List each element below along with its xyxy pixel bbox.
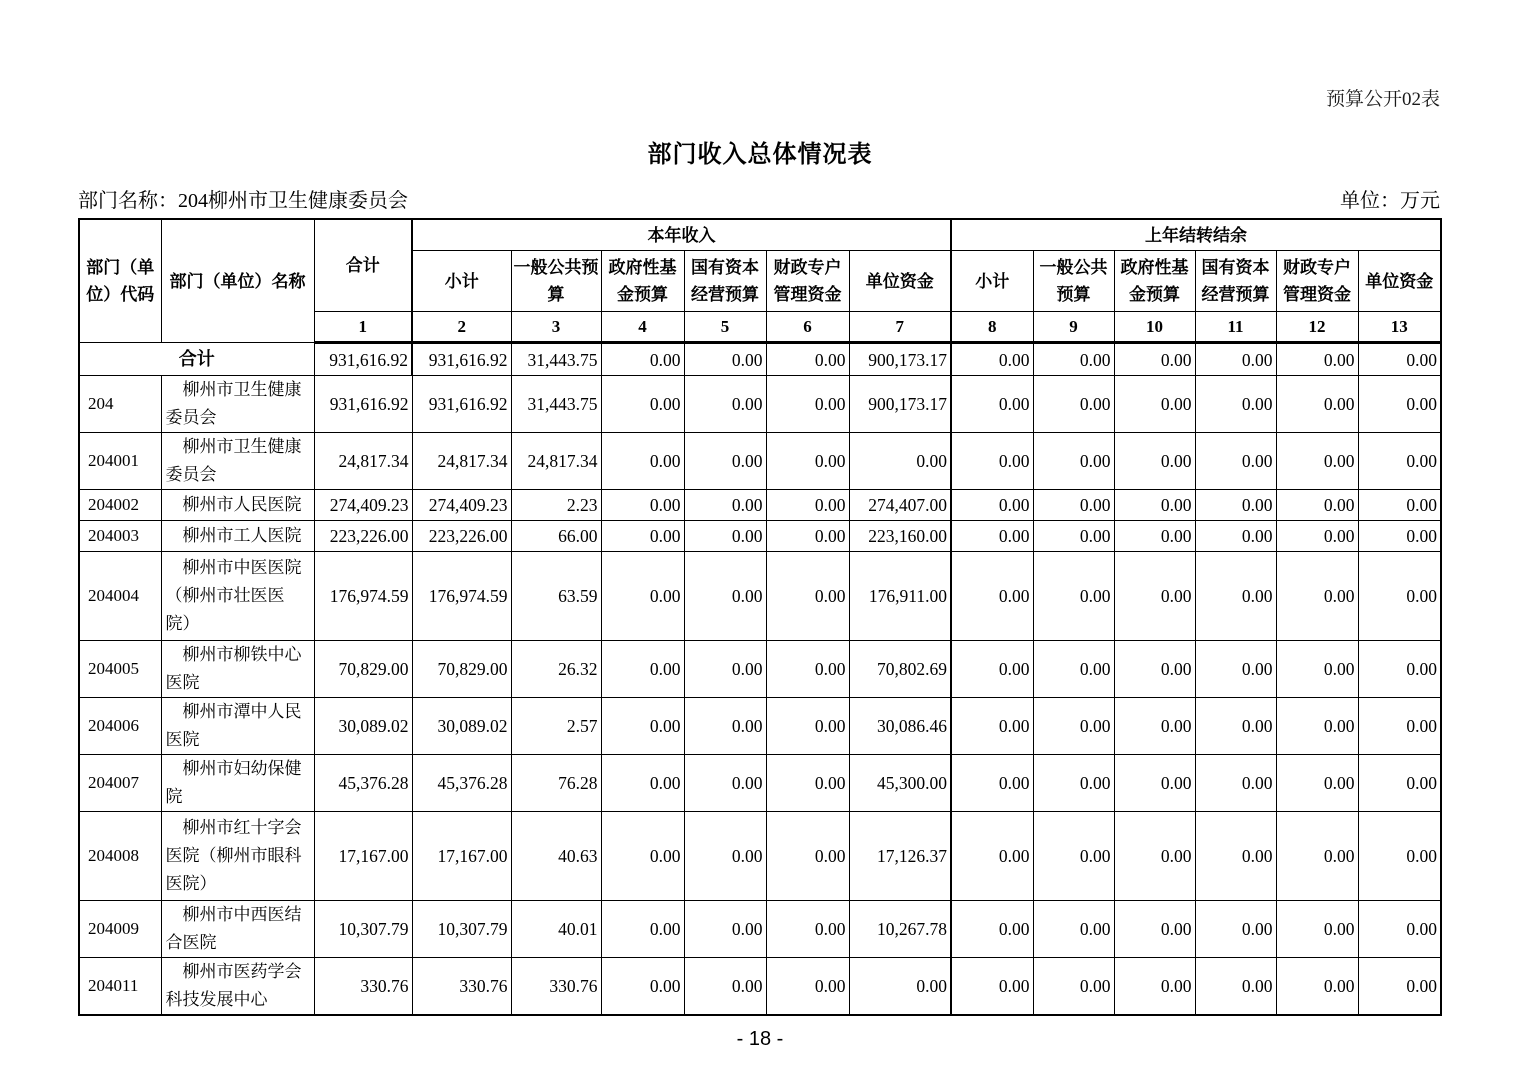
cell-value: 31,443.75: [511, 376, 601, 433]
cell-value: 0.00: [1195, 490, 1276, 521]
cell-value: 0.00: [1033, 698, 1114, 755]
cell-code: 204008: [79, 812, 161, 901]
cell-value: 0.00: [684, 958, 766, 1016]
cell-value: 40.01: [511, 901, 601, 958]
cell-value: 0.00: [951, 490, 1033, 521]
cell-value: 0.00: [849, 958, 951, 1016]
header-sub-state-capital: 国有资本经营预算: [684, 251, 766, 312]
cell-value: 0.00: [684, 755, 766, 812]
cell-value: 0.00: [1276, 343, 1358, 376]
table-row: [79, 812, 1441, 901]
cell-value: 76.28: [511, 755, 601, 812]
cell-value: 17,126.37: [849, 812, 951, 901]
cell-code: 204003: [79, 521, 161, 552]
cell-value: 0.00: [1276, 490, 1358, 521]
cell-value: 70,829.00: [314, 641, 412, 698]
cell-value: 0.00: [1114, 490, 1195, 521]
cell-name: 柳州市妇幼保健院: [161, 755, 314, 812]
cell-value: 0.00: [951, 433, 1033, 490]
cell-value: 0.00: [1114, 755, 1195, 812]
cell-value: 0.00: [766, 641, 849, 698]
header-sub-general-budget: 一般公共预算: [1033, 251, 1114, 312]
cell-value: 0.00: [766, 521, 849, 552]
cell-value: 900,173.17: [849, 376, 951, 433]
col-number: 1: [314, 312, 412, 343]
table-body: [79, 343, 1441, 1016]
cell-value: 0.00: [1195, 521, 1276, 552]
cell-value: 10,307.79: [314, 901, 412, 958]
cell-value: 0.00: [1114, 812, 1195, 901]
cell-value: 900,173.17: [849, 343, 951, 376]
cell-code: 204006: [79, 698, 161, 755]
cell-value: 0.00: [1276, 433, 1358, 490]
cell-value: 45,300.00: [849, 755, 951, 812]
cell-value: 24,817.34: [314, 433, 412, 490]
cell-value: 0.00: [1195, 958, 1276, 1016]
col-number: 8: [951, 312, 1033, 343]
cell-value: 0.00: [766, 433, 849, 490]
cell-value: 63.59: [511, 552, 601, 641]
cell-value: 330.76: [314, 958, 412, 1016]
table-row: [79, 641, 1441, 698]
col-number: 6: [766, 312, 849, 343]
header-sub-fiscal-account: 财政专户管理资金: [1276, 251, 1358, 312]
cell-value: 0.00: [1033, 901, 1114, 958]
cell-value: 30,089.02: [314, 698, 412, 755]
cell-value: 31,443.75: [511, 343, 601, 376]
cell-value: 0.00: [1276, 552, 1358, 641]
header-sub-unit-funds: 单位资金: [849, 251, 951, 312]
cell-value: 0.00: [1033, 433, 1114, 490]
col-number: 4: [601, 312, 684, 343]
cell-value: 0.00: [849, 433, 951, 490]
cell-value: 0.00: [766, 376, 849, 433]
header-sub-state-capital: 国有资本经营预算: [1195, 251, 1276, 312]
cell-value: 931,616.92: [412, 376, 511, 433]
cell-value: 0.00: [766, 698, 849, 755]
cell-value: 0.00: [766, 552, 849, 641]
cell-value: 274,407.00: [849, 490, 951, 521]
cell-value: 0.00: [601, 376, 684, 433]
cell-value: 0.00: [766, 490, 849, 521]
cell-value: 2.57: [511, 698, 601, 755]
cell-value: 0.00: [601, 698, 684, 755]
cell-value: 40.63: [511, 812, 601, 901]
cell-value: 0.00: [1276, 641, 1358, 698]
cell-value: 0.00: [601, 812, 684, 901]
cell-value: 0.00: [684, 433, 766, 490]
cell-value: 0.00: [601, 343, 684, 376]
cell-value: 223,226.00: [412, 521, 511, 552]
cell-name: 柳州市卫生健康委员会: [161, 376, 314, 433]
cell-value: 223,226.00: [314, 521, 412, 552]
cell-value: 0.00: [951, 698, 1033, 755]
table-row: [79, 376, 1441, 433]
cell-value: 0.00: [1358, 490, 1441, 521]
cell-code: 204011: [79, 958, 161, 1016]
cell-name: 柳州市中医医院（柳州市壮医医院）: [161, 552, 314, 641]
cell-value: 0.00: [1033, 376, 1114, 433]
cell-value: 0.00: [766, 901, 849, 958]
cell-value: 0.00: [951, 755, 1033, 812]
cell-value: 0.00: [1033, 755, 1114, 812]
cell-value: 0.00: [601, 641, 684, 698]
cell-value: 24,817.34: [511, 433, 601, 490]
cell-value: 931,616.92: [314, 376, 412, 433]
cell-value: 0.00: [1033, 958, 1114, 1016]
header-sub-fiscal-account: 财政专户管理资金: [766, 251, 849, 312]
cell-name: 柳州市潭中人民医院: [161, 698, 314, 755]
cell-value: 0.00: [1276, 521, 1358, 552]
col-number: 3: [511, 312, 601, 343]
cell-value: 0.00: [766, 755, 849, 812]
col-number: 9: [1033, 312, 1114, 343]
header-sub-subtotal: 小计: [412, 251, 511, 312]
cell-value: 274,409.23: [314, 490, 412, 521]
cell-name: 柳州市卫生健康委员会: [161, 433, 314, 490]
cell-value: 17,167.00: [412, 812, 511, 901]
cell-name: 柳州市人民医院: [161, 490, 314, 521]
cell-value: 0.00: [1358, 958, 1441, 1016]
table-row: [79, 521, 1441, 552]
cell-value: 0.00: [1276, 812, 1358, 901]
header-code: 部门（单位）代码: [79, 219, 161, 343]
cell-value: 0.00: [1195, 552, 1276, 641]
cell-value: 0.00: [601, 958, 684, 1016]
table-row: [79, 552, 1441, 641]
cell-value: 0.00: [1033, 552, 1114, 641]
cell-value: 0.00: [951, 641, 1033, 698]
cell-value: 0.00: [1195, 376, 1276, 433]
table-row: [79, 698, 1441, 755]
header-sub-unit-funds: 单位资金: [1358, 251, 1441, 312]
cell-value: 0.00: [1358, 376, 1441, 433]
cell-value: 0.00: [684, 343, 766, 376]
cell-value: 176,974.59: [412, 552, 511, 641]
cell-value: 0.00: [1114, 901, 1195, 958]
cell-code: 204005: [79, 641, 161, 698]
cell-code: 204004: [79, 552, 161, 641]
cell-value: 45,376.28: [314, 755, 412, 812]
cell-value: 0.00: [1358, 433, 1441, 490]
meta-row: [78, 184, 1440, 213]
cell-value: 0.00: [1358, 641, 1441, 698]
header-group-row: [79, 219, 1441, 251]
cell-value: 10,307.79: [412, 901, 511, 958]
cell-value: 0.00: [1114, 552, 1195, 641]
cell-value: 330.76: [412, 958, 511, 1016]
cell-value: 0.00: [684, 901, 766, 958]
cell-value: 0.00: [951, 521, 1033, 552]
header-sub-gov-fund: 政府性基金预算: [601, 251, 684, 312]
cell-value: 0.00: [601, 901, 684, 958]
cell-value: 0.00: [601, 490, 684, 521]
cell-value: 0.00: [1114, 376, 1195, 433]
cell-code: 204: [79, 376, 161, 433]
total-row: [79, 343, 1441, 376]
cell-value: 70,802.69: [849, 641, 951, 698]
table-row: [79, 490, 1441, 521]
col-number: 7: [849, 312, 951, 343]
cell-value: 0.00: [1358, 901, 1441, 958]
doc-sheet-label: 预算公开02表: [1325, 89, 1440, 110]
cell-value: 0.00: [1114, 641, 1195, 698]
cell-value: 0.00: [684, 521, 766, 552]
unit-label: 单位：万元: [1340, 190, 1440, 212]
header-name: 部门（单位）名称: [161, 219, 314, 343]
cell-code: 204009: [79, 901, 161, 958]
cell-value: 0.00: [1033, 521, 1114, 552]
table-row: [79, 433, 1441, 490]
cell-value: 0.00: [951, 812, 1033, 901]
col-number: 11: [1195, 312, 1276, 343]
table-row: [79, 901, 1441, 958]
cell-value: 0.00: [1358, 812, 1441, 901]
cell-value: 0.00: [684, 641, 766, 698]
dept-name-label: 部门名称：204柳州市卫生健康委员会: [78, 190, 408, 212]
cell-value: 0.00: [951, 552, 1033, 641]
cell-value: 0.00: [1033, 812, 1114, 901]
cell-code: 204002: [79, 490, 161, 521]
cell-value: 0.00: [1033, 490, 1114, 521]
page-title: 部门收入总体情况表: [647, 142, 873, 168]
cell-value: 330.76: [511, 958, 601, 1016]
cell-value: 176,911.00: [849, 552, 951, 641]
cell-value: 0.00: [1195, 641, 1276, 698]
header-sub-subtotal: 小计: [951, 251, 1033, 312]
cell-value: 30,086.46: [849, 698, 951, 755]
cell-value: 0.00: [951, 901, 1033, 958]
col-number: 12: [1276, 312, 1358, 343]
cell-value: 0.00: [1276, 755, 1358, 812]
cell-value: 0.00: [1033, 343, 1114, 376]
cell-value: 0.00: [601, 755, 684, 812]
cell-name: 柳州市红十字会医院（柳州市眼科医院）: [161, 812, 314, 901]
cell-code: 204007: [79, 755, 161, 812]
cell-value: 0.00: [951, 343, 1033, 376]
cell-value: 0.00: [684, 376, 766, 433]
col-number: 10: [1114, 312, 1195, 343]
col-number: 2: [412, 312, 511, 343]
cell-value: 70,829.00: [412, 641, 511, 698]
cell-value: 0.00: [951, 958, 1033, 1016]
cell-value: 0.00: [766, 343, 849, 376]
cell-value: 0.00: [1195, 343, 1276, 376]
cell-value: 176,974.59: [314, 552, 412, 641]
cell-value: 0.00: [951, 376, 1033, 433]
cell-value: 0.00: [1276, 698, 1358, 755]
cell-value: 0.00: [1195, 433, 1276, 490]
page-number: - 18 -: [736, 1028, 784, 1050]
header-sub-general-budget: 一般公共预算: [511, 251, 601, 312]
cell-value: 0.00: [684, 812, 766, 901]
cell-value: 0.00: [1276, 901, 1358, 958]
budget-table: [78, 218, 1442, 1016]
header-sub-gov-fund: 政府性基金预算: [1114, 251, 1195, 312]
cell-value: 0.00: [1114, 343, 1195, 376]
cell-value: 0.00: [1358, 552, 1441, 641]
cell-code: 204001: [79, 433, 161, 490]
cell-value: 0.00: [1195, 698, 1276, 755]
cell-value: 0.00: [684, 698, 766, 755]
cell-value: 26.32: [511, 641, 601, 698]
cell-value: 0.00: [1114, 958, 1195, 1016]
header-group-current: 本年收入: [412, 219, 951, 251]
cell-value: 45,376.28: [412, 755, 511, 812]
table-row: [79, 755, 1441, 812]
cell-value: 17,167.00: [314, 812, 412, 901]
cell-value: 223,160.00: [849, 521, 951, 552]
total-label: 合计: [79, 343, 314, 376]
cell-value: 66.00: [511, 521, 601, 552]
table-header: [79, 219, 1441, 343]
cell-value: 0.00: [1114, 521, 1195, 552]
cell-value: 0.00: [1276, 376, 1358, 433]
cell-value: 0.00: [601, 552, 684, 641]
cell-value: 0.00: [1195, 755, 1276, 812]
cell-name: 柳州市医药学会科技发展中心: [161, 958, 314, 1016]
cell-value: 0.00: [601, 521, 684, 552]
cell-name: 柳州市中西医结合医院: [161, 901, 314, 958]
cell-value: 0.00: [1033, 641, 1114, 698]
cell-value: 931,616.92: [412, 343, 511, 376]
cell-value: 0.00: [766, 958, 849, 1016]
cell-name: 柳州市柳铁中心医院: [161, 641, 314, 698]
cell-value: 0.00: [1358, 343, 1441, 376]
cell-value: 0.00: [1195, 812, 1276, 901]
cell-name: 柳州市工人医院: [161, 521, 314, 552]
table-row: [79, 958, 1441, 1016]
cell-value: 0.00: [1358, 755, 1441, 812]
cell-value: 274,409.23: [412, 490, 511, 521]
cell-value: 931,616.92: [314, 343, 412, 376]
cell-value: 24,817.34: [412, 433, 511, 490]
cell-value: 2.23: [511, 490, 601, 521]
cell-value: 0.00: [1358, 698, 1441, 755]
cell-value: 30,089.02: [412, 698, 511, 755]
cell-value: 0.00: [766, 812, 849, 901]
cell-value: 0.00: [1358, 521, 1441, 552]
cell-value: 0.00: [1195, 901, 1276, 958]
cell-value: 0.00: [601, 433, 684, 490]
cell-value: 0.00: [684, 552, 766, 641]
cell-value: 0.00: [684, 490, 766, 521]
header-group-carryover: 上年结转结余: [951, 219, 1441, 251]
cell-value: 10,267.78: [849, 901, 951, 958]
col-number: 13: [1358, 312, 1441, 343]
cell-value: 0.00: [1276, 958, 1358, 1016]
header-total: 合计: [314, 219, 412, 312]
col-number: 5: [684, 312, 766, 343]
cell-value: 0.00: [1114, 698, 1195, 755]
cell-value: 0.00: [1114, 433, 1195, 490]
